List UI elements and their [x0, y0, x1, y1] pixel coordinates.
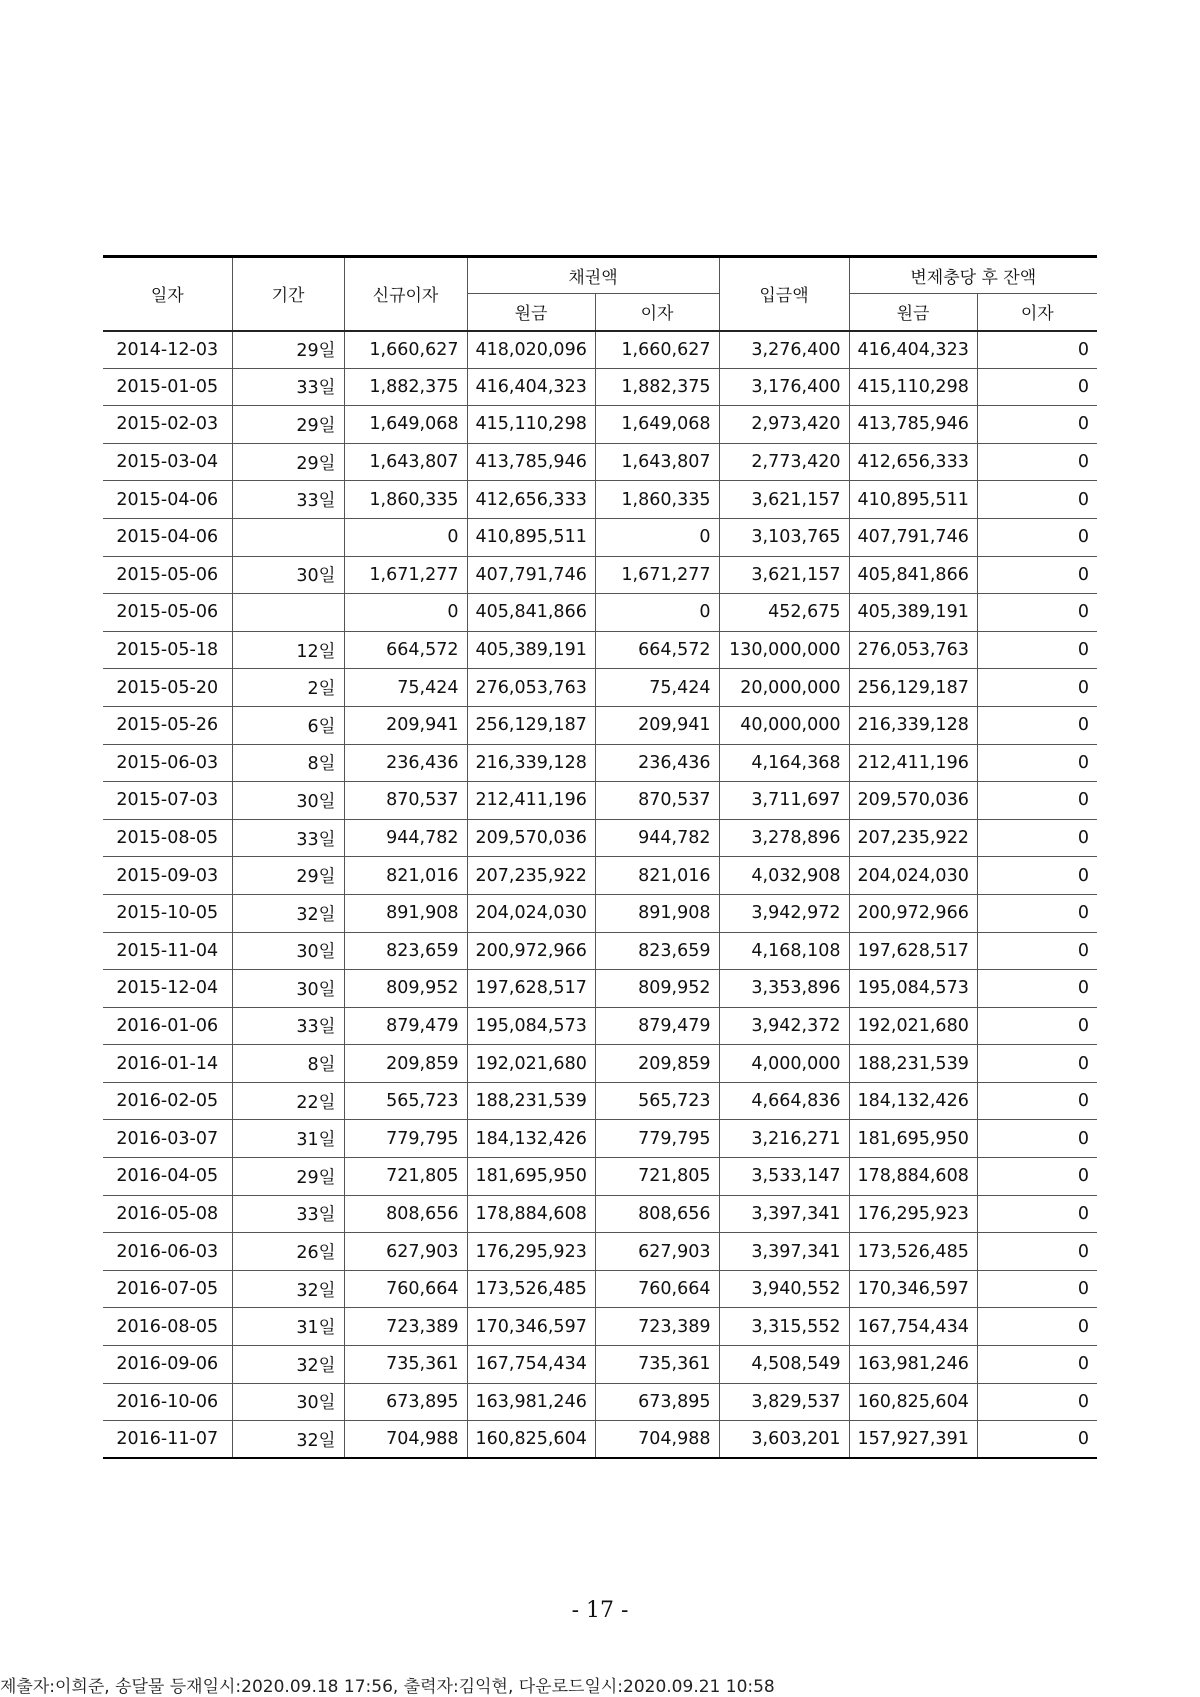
claim-principal-cell: 209,570,036 — [467, 819, 595, 857]
deposit-cell: 3,397,341 — [719, 1195, 849, 1233]
balance-principal-cell: 256,129,187 — [849, 669, 977, 707]
date-cell: 2016-09-06 — [103, 1346, 232, 1384]
claim-principal-cell: 416,404,323 — [467, 368, 595, 406]
period-cell: 33일 — [232, 1195, 344, 1233]
deposit-cell: 3,942,372 — [719, 1007, 849, 1045]
balance-interest-cell: 0 — [977, 1270, 1097, 1308]
deposit-cell: 3,621,157 — [719, 556, 849, 594]
balance-principal-cell: 176,295,923 — [849, 1195, 977, 1233]
header-balance-principal: 원금 — [849, 294, 977, 331]
new-interest-cell: 944,782 — [344, 819, 467, 857]
balance-interest-cell: 0 — [977, 481, 1097, 519]
period-cell: 8일 — [232, 1045, 344, 1083]
deposit-cell: 40,000,000 — [719, 706, 849, 744]
date-cell: 2016-11-07 — [103, 1421, 232, 1459]
deposit-cell: 20,000,000 — [719, 669, 849, 707]
claim-principal-cell: 405,389,191 — [467, 631, 595, 669]
table-row — [103, 1233, 1097, 1271]
claim-principal-cell: 173,526,485 — [467, 1270, 595, 1308]
new-interest-cell: 664,572 — [344, 631, 467, 669]
balance-principal-cell: 192,021,680 — [849, 1007, 977, 1045]
claim-principal-cell: 405,841,866 — [467, 594, 595, 632]
balance-principal-cell: 207,235,922 — [849, 819, 977, 857]
claim-principal-cell: 195,084,573 — [467, 1007, 595, 1045]
date-cell: 2015-02-03 — [103, 406, 232, 444]
balance-principal-cell: 181,695,950 — [849, 1120, 977, 1158]
new-interest-cell: 627,903 — [344, 1233, 467, 1271]
claim-principal-cell: 197,628,517 — [467, 970, 595, 1008]
date-cell: 2015-03-04 — [103, 443, 232, 481]
period-cell: 32일 — [232, 894, 344, 932]
balance-interest-cell: 0 — [977, 1120, 1097, 1158]
deposit-cell: 3,533,147 — [719, 1158, 849, 1196]
date-cell: 2016-02-05 — [103, 1082, 232, 1120]
date-cell: 2015-04-06 — [103, 518, 232, 556]
balance-interest-cell: 0 — [977, 1045, 1097, 1083]
period-cell: 30일 — [232, 932, 344, 970]
new-interest-cell: 809,952 — [344, 970, 467, 1008]
header-balance-group: 변제충당 후 잔액 — [849, 257, 1097, 294]
claim-interest-cell: 779,795 — [595, 1120, 719, 1158]
claim-interest-cell: 891,908 — [595, 894, 719, 932]
claim-principal-cell: 163,981,246 — [467, 1383, 595, 1421]
balance-principal-cell: 163,981,246 — [849, 1346, 977, 1384]
balance-principal-cell: 167,754,434 — [849, 1308, 977, 1346]
balance-principal-cell: 197,628,517 — [849, 932, 977, 970]
period-cell: 32일 — [232, 1346, 344, 1384]
period-cell: 6일 — [232, 706, 344, 744]
balance-principal-cell: 195,084,573 — [849, 970, 977, 1008]
header-deposit: 입금액 — [719, 257, 849, 331]
table-row — [103, 443, 1097, 481]
date-cell: 2016-07-05 — [103, 1270, 232, 1308]
claim-principal-cell: 170,346,597 — [467, 1308, 595, 1346]
balance-principal-cell: 209,570,036 — [849, 782, 977, 820]
new-interest-cell: 1,860,335 — [344, 481, 467, 519]
claim-interest-cell: 821,016 — [595, 857, 719, 895]
deposit-cell: 452,675 — [719, 594, 849, 632]
date-cell: 2015-07-03 — [103, 782, 232, 820]
balance-principal-cell: 410,895,511 — [849, 481, 977, 519]
claim-interest-cell: 823,659 — [595, 932, 719, 970]
period-cell: 30일 — [232, 1383, 344, 1421]
new-interest-cell: 870,537 — [344, 782, 467, 820]
balance-interest-cell: 0 — [977, 744, 1097, 782]
header-claim-principal: 원금 — [467, 294, 595, 331]
balance-interest-cell: 0 — [977, 1007, 1097, 1045]
balance-interest-cell: 0 — [977, 894, 1097, 932]
balance-principal-cell: 415,110,298 — [849, 368, 977, 406]
new-interest-cell: 565,723 — [344, 1082, 467, 1120]
claim-principal-cell: 415,110,298 — [467, 406, 595, 444]
header-period: 기간 — [232, 257, 344, 331]
claim-principal-cell: 418,020,096 — [467, 331, 595, 369]
balance-principal-cell: 216,339,128 — [849, 706, 977, 744]
table-row — [103, 1195, 1097, 1233]
deposit-cell: 3,278,896 — [719, 819, 849, 857]
claim-principal-cell: 188,231,539 — [467, 1082, 595, 1120]
table-row — [103, 782, 1097, 820]
date-cell: 2015-05-06 — [103, 594, 232, 632]
deposit-cell: 4,000,000 — [719, 1045, 849, 1083]
table-body — [103, 331, 1097, 1459]
header-date: 일자 — [103, 257, 232, 331]
header-balance-interest: 이자 — [977, 294, 1097, 331]
date-cell: 2016-06-03 — [103, 1233, 232, 1271]
balance-interest-cell: 0 — [977, 932, 1097, 970]
balance-interest-cell: 0 — [977, 443, 1097, 481]
balance-principal-cell: 204,024,030 — [849, 857, 977, 895]
table-row — [103, 1007, 1097, 1045]
claim-interest-cell: 0 — [595, 594, 719, 632]
table-row — [103, 706, 1097, 744]
date-cell: 2016-05-08 — [103, 1195, 232, 1233]
claim-principal-cell: 407,791,746 — [467, 556, 595, 594]
claim-principal-cell: 413,785,946 — [467, 443, 595, 481]
claim-principal-cell: 176,295,923 — [467, 1233, 595, 1271]
period-cell: 26일 — [232, 1233, 344, 1271]
table-header — [103, 257, 1097, 331]
claim-interest-cell: 209,941 — [595, 706, 719, 744]
balance-principal-cell: 276,053,763 — [849, 631, 977, 669]
claim-interest-cell: 1,660,627 — [595, 331, 719, 369]
new-interest-cell: 760,664 — [344, 1270, 467, 1308]
table-row — [103, 1158, 1097, 1196]
claim-principal-cell: 256,129,187 — [467, 706, 595, 744]
claim-interest-cell: 735,361 — [595, 1346, 719, 1384]
table-row — [103, 1383, 1097, 1421]
balance-principal-cell: 200,972,966 — [849, 894, 977, 932]
date-cell: 2015-05-18 — [103, 631, 232, 669]
deposit-cell: 3,216,271 — [719, 1120, 849, 1158]
period-cell: 31일 — [232, 1120, 344, 1158]
header-new-interest: 신규이자 — [344, 257, 467, 331]
deposit-cell: 2,773,420 — [719, 443, 849, 481]
claim-interest-cell: 704,988 — [595, 1421, 719, 1459]
table-row — [103, 518, 1097, 556]
balance-interest-cell: 0 — [977, 1195, 1097, 1233]
submission-footer: 제출자:이희준, 송달물 등재일시:2020.09.18 17:56, 출력자:김익현, 다운로드일시:2020.09.21 10:58 — [0, 1677, 775, 1697]
period-cell: 33일 — [232, 481, 344, 519]
claim-interest-cell: 1,649,068 — [595, 406, 719, 444]
date-cell: 2016-08-05 — [103, 1308, 232, 1346]
balance-interest-cell: 0 — [977, 970, 1097, 1008]
deposit-cell: 3,176,400 — [719, 368, 849, 406]
header-claim-group: 채권액 — [467, 257, 719, 294]
deposit-cell: 3,621,157 — [719, 481, 849, 519]
new-interest-cell: 723,389 — [344, 1308, 467, 1346]
deposit-cell: 3,942,972 — [719, 894, 849, 932]
balance-principal-cell: 178,884,608 — [849, 1158, 977, 1196]
page-number: - 17 - — [571, 1598, 629, 1623]
deposit-cell: 2,973,420 — [719, 406, 849, 444]
deposit-cell: 3,353,896 — [719, 970, 849, 1008]
balance-interest-cell: 0 — [977, 782, 1097, 820]
period-cell: 29일 — [232, 406, 344, 444]
header-claim-interest: 이자 — [595, 294, 719, 331]
table-row — [103, 1082, 1097, 1120]
balance-principal-cell: 184,132,426 — [849, 1082, 977, 1120]
table-row — [103, 894, 1097, 932]
new-interest-cell: 891,908 — [344, 894, 467, 932]
date-cell: 2015-01-05 — [103, 368, 232, 406]
deposit-cell: 4,032,908 — [719, 857, 849, 895]
date-cell: 2015-05-20 — [103, 669, 232, 707]
table-row — [103, 1346, 1097, 1384]
deposit-cell: 4,164,368 — [719, 744, 849, 782]
new-interest-cell: 821,016 — [344, 857, 467, 895]
balance-principal-cell: 405,841,866 — [849, 556, 977, 594]
period-cell: 12일 — [232, 631, 344, 669]
deposit-cell: 130,000,000 — [719, 631, 849, 669]
claim-interest-cell: 808,656 — [595, 1195, 719, 1233]
claim-interest-cell: 75,424 — [595, 669, 719, 707]
balance-interest-cell: 0 — [977, 1346, 1097, 1384]
claim-interest-cell: 721,805 — [595, 1158, 719, 1196]
claim-principal-cell: 192,021,680 — [467, 1045, 595, 1083]
balance-principal-cell: 170,346,597 — [849, 1270, 977, 1308]
new-interest-cell: 779,795 — [344, 1120, 467, 1158]
balance-interest-cell: 0 — [977, 556, 1097, 594]
date-cell: 2015-05-26 — [103, 706, 232, 744]
new-interest-cell: 808,656 — [344, 1195, 467, 1233]
claim-interest-cell: 1,643,807 — [595, 443, 719, 481]
period-cell: 29일 — [232, 857, 344, 895]
claim-principal-cell: 412,656,333 — [467, 481, 595, 519]
date-cell: 2016-01-06 — [103, 1007, 232, 1045]
claim-principal-cell: 276,053,763 — [467, 669, 595, 707]
new-interest-cell: 1,660,627 — [344, 331, 467, 369]
new-interest-cell: 721,805 — [344, 1158, 467, 1196]
deposit-cell: 3,315,552 — [719, 1308, 849, 1346]
claim-principal-cell: 410,895,511 — [467, 518, 595, 556]
table-row — [103, 406, 1097, 444]
balance-principal-cell: 157,927,391 — [849, 1421, 977, 1459]
period-cell: 22일 — [232, 1082, 344, 1120]
claim-principal-cell: 216,339,128 — [467, 744, 595, 782]
balance-principal-cell: 188,231,539 — [849, 1045, 977, 1083]
deposit-cell: 3,711,697 — [719, 782, 849, 820]
repayment-table — [103, 255, 1097, 1459]
date-cell: 2015-05-06 — [103, 556, 232, 594]
deposit-cell: 3,603,201 — [719, 1421, 849, 1459]
balance-interest-cell: 0 — [977, 631, 1097, 669]
new-interest-cell: 209,941 — [344, 706, 467, 744]
deposit-cell: 4,168,108 — [719, 932, 849, 970]
claim-interest-cell: 673,895 — [595, 1383, 719, 1421]
table-row — [103, 1270, 1097, 1308]
period-cell: 30일 — [232, 782, 344, 820]
deposit-cell: 4,508,549 — [719, 1346, 849, 1384]
balance-interest-cell: 0 — [977, 368, 1097, 406]
balance-interest-cell: 0 — [977, 1233, 1097, 1271]
claim-interest-cell: 879,479 — [595, 1007, 719, 1045]
claim-interest-cell: 723,389 — [595, 1308, 719, 1346]
balance-interest-cell: 0 — [977, 1421, 1097, 1459]
balance-interest-cell: 0 — [977, 1383, 1097, 1421]
new-interest-cell: 0 — [344, 518, 467, 556]
claim-principal-cell: 178,884,608 — [467, 1195, 595, 1233]
balance-interest-cell: 0 — [977, 1308, 1097, 1346]
period-cell: 29일 — [232, 1158, 344, 1196]
date-cell: 2016-01-14 — [103, 1045, 232, 1083]
balance-interest-cell: 0 — [977, 594, 1097, 632]
balance-principal-cell: 413,785,946 — [849, 406, 977, 444]
balance-interest-cell: 0 — [977, 518, 1097, 556]
new-interest-cell: 1,649,068 — [344, 406, 467, 444]
date-cell: 2015-12-04 — [103, 970, 232, 1008]
period-cell — [232, 518, 344, 556]
deposit-cell: 3,276,400 — [719, 331, 849, 369]
date-cell: 2014-12-03 — [103, 331, 232, 369]
new-interest-cell: 0 — [344, 594, 467, 632]
balance-interest-cell: 0 — [977, 406, 1097, 444]
table-row — [103, 594, 1097, 632]
date-cell: 2015-08-05 — [103, 819, 232, 857]
date-cell: 2016-10-06 — [103, 1383, 232, 1421]
deposit-cell: 3,829,537 — [719, 1383, 849, 1421]
new-interest-cell: 1,643,807 — [344, 443, 467, 481]
claim-principal-cell: 160,825,604 — [467, 1421, 595, 1459]
claim-principal-cell: 207,235,922 — [467, 857, 595, 895]
balance-interest-cell: 0 — [977, 669, 1097, 707]
table-row — [103, 970, 1097, 1008]
balance-principal-cell: 416,404,323 — [849, 331, 977, 369]
table-row — [103, 744, 1097, 782]
claim-interest-cell: 944,782 — [595, 819, 719, 857]
table-row — [103, 368, 1097, 406]
new-interest-cell: 823,659 — [344, 932, 467, 970]
balance-interest-cell: 0 — [977, 331, 1097, 369]
date-cell: 2015-09-03 — [103, 857, 232, 895]
claim-principal-cell: 184,132,426 — [467, 1120, 595, 1158]
table-row — [103, 631, 1097, 669]
table-row — [103, 556, 1097, 594]
claim-interest-cell: 1,882,375 — [595, 368, 719, 406]
balance-interest-cell: 0 — [977, 857, 1097, 895]
claim-interest-cell: 809,952 — [595, 970, 719, 1008]
date-cell: 2015-11-04 — [103, 932, 232, 970]
new-interest-cell: 75,424 — [344, 669, 467, 707]
deposit-cell: 3,397,341 — [719, 1233, 849, 1271]
claim-interest-cell: 870,537 — [595, 782, 719, 820]
new-interest-cell: 704,988 — [344, 1421, 467, 1459]
table-row — [103, 857, 1097, 895]
balance-principal-cell: 173,526,485 — [849, 1233, 977, 1271]
claim-interest-cell: 1,671,277 — [595, 556, 719, 594]
new-interest-cell: 879,479 — [344, 1007, 467, 1045]
balance-principal-cell: 405,389,191 — [849, 594, 977, 632]
table-row — [103, 331, 1097, 369]
claim-interest-cell: 0 — [595, 518, 719, 556]
period-cell: 29일 — [232, 331, 344, 369]
balance-interest-cell: 0 — [977, 1158, 1097, 1196]
period-cell: 30일 — [232, 970, 344, 1008]
balance-interest-cell: 0 — [977, 706, 1097, 744]
table-row — [103, 1120, 1097, 1158]
deposit-cell: 4,664,836 — [719, 1082, 849, 1120]
table-row — [103, 1421, 1097, 1459]
table-row — [103, 1308, 1097, 1346]
claim-interest-cell: 664,572 — [595, 631, 719, 669]
claim-principal-cell: 204,024,030 — [467, 894, 595, 932]
period-cell: 32일 — [232, 1421, 344, 1459]
claim-principal-cell: 181,695,950 — [467, 1158, 595, 1196]
period-cell: 2일 — [232, 669, 344, 707]
period-cell: 32일 — [232, 1270, 344, 1308]
claim-interest-cell: 209,859 — [595, 1045, 719, 1083]
claim-principal-cell: 200,972,966 — [467, 932, 595, 970]
period-cell: 29일 — [232, 443, 344, 481]
claim-principal-cell: 212,411,196 — [467, 782, 595, 820]
claim-principal-cell: 167,754,434 — [467, 1346, 595, 1384]
period-cell — [232, 594, 344, 632]
table-row — [103, 819, 1097, 857]
new-interest-cell: 1,882,375 — [344, 368, 467, 406]
date-cell: 2015-10-05 — [103, 894, 232, 932]
new-interest-cell: 1,671,277 — [344, 556, 467, 594]
period-cell: 31일 — [232, 1308, 344, 1346]
claim-interest-cell: 236,436 — [595, 744, 719, 782]
new-interest-cell: 236,436 — [344, 744, 467, 782]
new-interest-cell: 735,361 — [344, 1346, 467, 1384]
balance-principal-cell: 212,411,196 — [849, 744, 977, 782]
date-cell: 2016-04-05 — [103, 1158, 232, 1196]
period-cell: 30일 — [232, 556, 344, 594]
claim-interest-cell: 1,860,335 — [595, 481, 719, 519]
claim-interest-cell: 565,723 — [595, 1082, 719, 1120]
balance-interest-cell: 0 — [977, 1082, 1097, 1120]
period-cell: 33일 — [232, 368, 344, 406]
table-row — [103, 1045, 1097, 1083]
period-cell: 8일 — [232, 744, 344, 782]
date-cell: 2016-03-07 — [103, 1120, 232, 1158]
date-cell: 2015-04-06 — [103, 481, 232, 519]
deposit-cell: 3,103,765 — [719, 518, 849, 556]
balance-interest-cell: 0 — [977, 819, 1097, 857]
table-row — [103, 669, 1097, 707]
claim-interest-cell: 627,903 — [595, 1233, 719, 1271]
period-cell: 33일 — [232, 819, 344, 857]
date-cell: 2015-06-03 — [103, 744, 232, 782]
new-interest-cell: 209,859 — [344, 1045, 467, 1083]
table-row — [103, 481, 1097, 519]
new-interest-cell: 673,895 — [344, 1383, 467, 1421]
balance-principal-cell: 412,656,333 — [849, 443, 977, 481]
deposit-cell: 3,940,552 — [719, 1270, 849, 1308]
balance-principal-cell: 407,791,746 — [849, 518, 977, 556]
table-row — [103, 932, 1097, 970]
balance-principal-cell: 160,825,604 — [849, 1383, 977, 1421]
claim-interest-cell: 760,664 — [595, 1270, 719, 1308]
period-cell: 33일 — [232, 1007, 344, 1045]
